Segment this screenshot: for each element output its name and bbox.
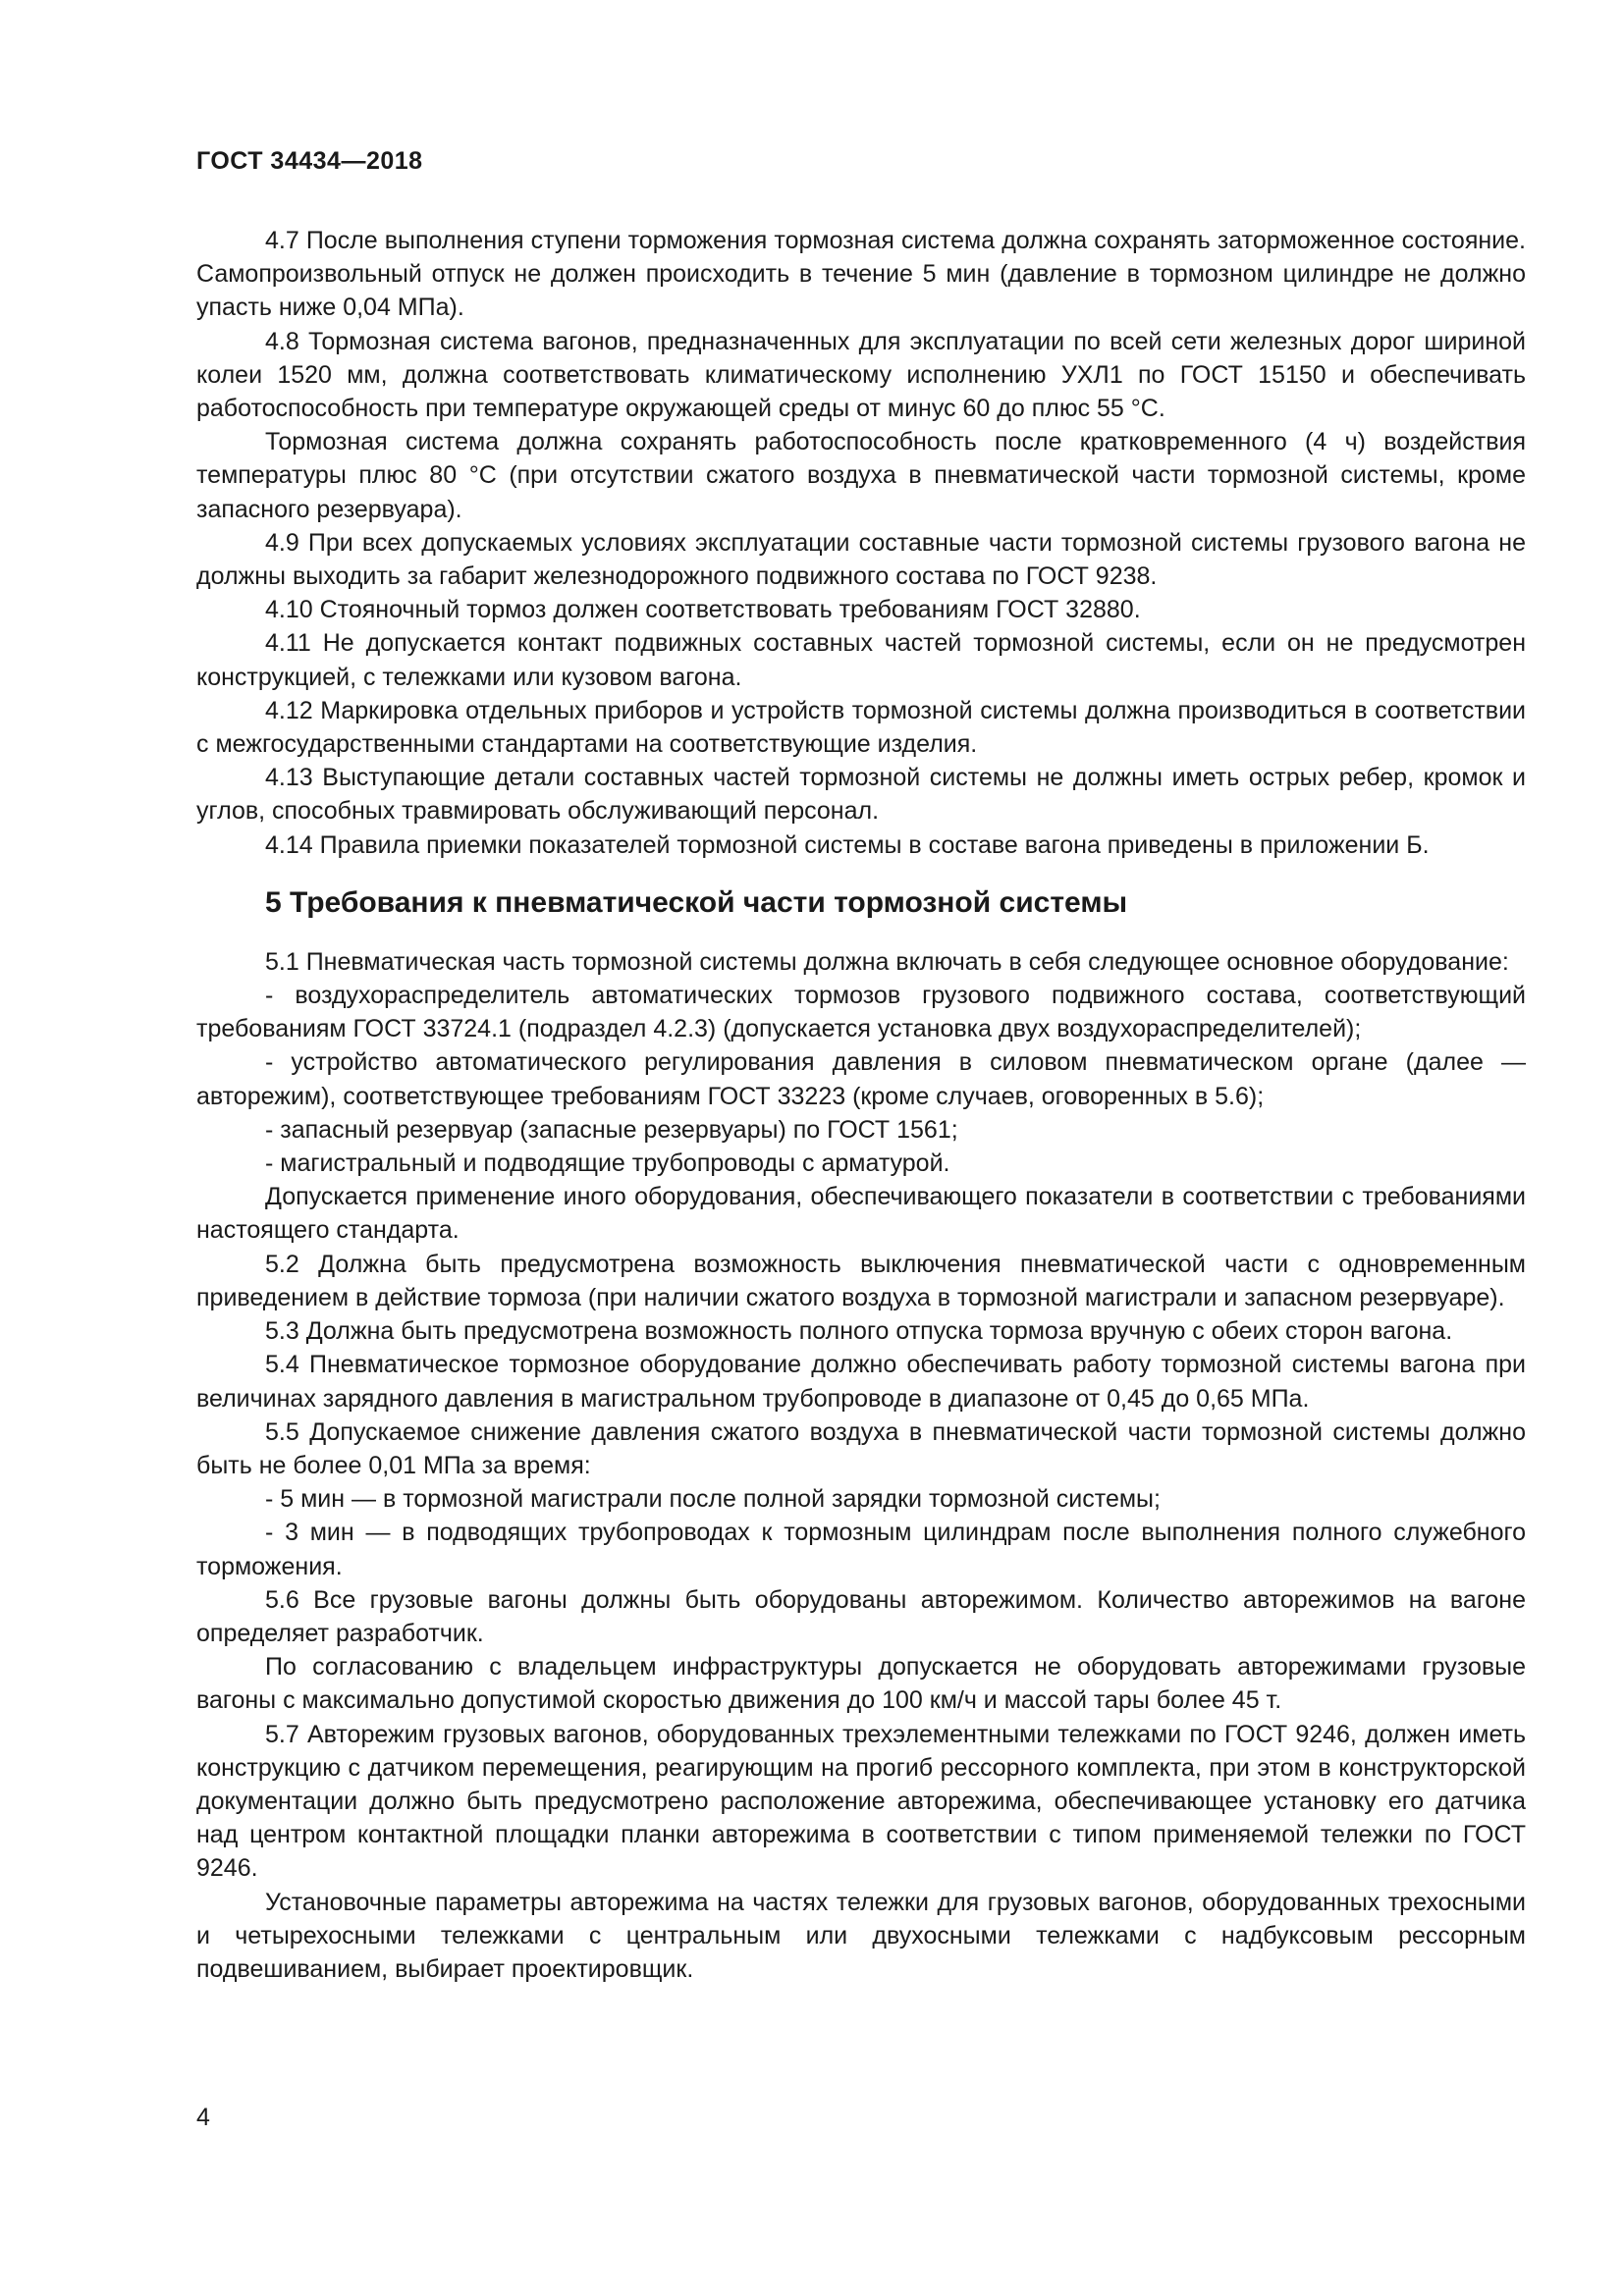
list-item: - воздухораспределитель автоматических тормозов грузового подвижного состава, соответствующий требованиям ГОСТ 33724.1 (подраздел 4.2.3) (допускается установка двух воздухораспределителей); [196, 982, 1526, 1043]
list-item: - 5 мин — в тормозной магистрали после полной зарядки тормозной системы; [265, 1485, 1161, 1514]
paragraph-5-1: 5.1 Пневматическая часть тормозной системы должна включать в себя следующее основное оборудование: [265, 947, 1509, 976]
paragraph-5-6: 5.6 Все грузовые вагоны должны быть оборудованы авторежимом. Количество авторежимов на вагоне определяет разработчик. [196, 1585, 1526, 1647]
list-item: - запасный резервуар (запасные резервуары) по ГОСТ 1561; [265, 1115, 958, 1144]
list-item: - устройство автоматического регулирования давления в силовом пневматическом органе (далее — авторежим), соответствующее требованиям ГОСТ 33223 (кроме случаев, оговоренных в 5.6); [196, 1048, 1526, 1110]
paragraph-5-6-continued: По согласованию с владельцем инфраструктуры допускается не оборудовать авторежимами грузовые вагоны с максимально допустимой скоростью движения до 100 км/ч и массой тары более 45 т. [196, 1653, 1526, 1715]
paragraph-4-7: 4.7 После выполнения ступени торможения тормозная система должна сохранять заторможенное состояние. Самопроизвольный отпуск не должен происходить в течение 5 мин (давление в тормозном цилиндре не должно упасть ниже 0,04 МПа). [196, 227, 1526, 322]
paragraph-5-7: 5.7 Авторежим грузовых вагонов, оборудованных трехэлементными тележками по ГОСТ 9246, должен иметь конструкцию с датчиком перемещения, реагирующим на прогиб рессорного комплекта, при этом в конструкторской документации должно быть предусмотрено расположение авторежима, обеспечивающее установку его датчика над центром контактной площадки планки авторежима в соответствии с типом применяемой тележки по ГОСТ 9246. [196, 1720, 1526, 1883]
paragraph-4-10: 4.10 Стояночный тормоз должен соответствовать требованиям ГОСТ 32880. [265, 596, 1141, 624]
paragraph-4-9: 4.9 При всех допускаемых условиях эксплуатации составные части тормозной системы грузового вагона не должны выходить за габарит железнодорожного подвижного состава по ГОСТ 9238. [196, 528, 1526, 591]
list-item: - 3 мин — в подводящих трубопроводах к тормозным цилиндрам после выполнения полного служебного торможения. [196, 1519, 1526, 1580]
document-body [196, 224, 1526, 1986]
document-header: ГОСТ 34434—2018 [196, 147, 423, 175]
page-number: 4 [196, 2104, 210, 2131]
document-page [196, 0, 1526, 2296]
paragraph-4-8: 4.8 Тормозная система вагонов, предназначенных для эксплуатации по всей сети железных дорог шириной колеи 1520 мм, должна соответствовать климатическому исполнению УХЛ1 по ГОСТ 15150 и обеспечивать работоспособность при температуре окружающей среды от минус 60 до плюс 55 °С. [196, 327, 1526, 423]
paragraph-5-2: 5.2 Должна быть предусмотрена возможность выключения пневматической части с одновременным приведением в действие тормоза (при наличии сжатого воздуха в тормозной магистрали и запасном резервуаре). [196, 1250, 1526, 1311]
paragraph-5-5: 5.5 Допускаемое снижение давления сжатого воздуха в пневматической части тормозной системы должно быть не более 0,01 МПа за время: [196, 1417, 1526, 1479]
section-5-heading: 5 Требования к пневматической части тормозной системы [265, 885, 1128, 919]
paragraph-4-12: 4.12 Маркировка отдельных приборов и устройств тормозной системы должна производиться в соответствии с межгосударственными стандартами на соответствующие изделия. [196, 696, 1526, 759]
paragraph-5-1-continued: Допускается применение иного оборудования, обеспечивающего показатели в соответствии с требованиями настоящего стандарта. [196, 1183, 1526, 1245]
paragraph-4-8-continued: Тормозная система должна сохранять работоспособность после кратковременного (4 ч) воздействия температуры плюс 80 °С (при отсутствии сжатого воздуха в пневматической части тормозной системы, кроме запасного резервуара). [196, 428, 1526, 523]
list-item: - магистральный и подводящие трубопроводы с арматурой. [265, 1149, 950, 1178]
paragraph-5-4: 5.4 Пневматическое тормозное оборудование должно обеспечивать работу тормозной системы вагона при величинах зарядного давления в магистральном трубопроводе в диапазоне от 0,45 до 0,65 МПа. [196, 1351, 1526, 1413]
paragraph-4-14: 4.14 Правила приемки показателей тормозной системы в составе вагона приведены в приложении Б. [265, 830, 1430, 859]
paragraph-4-11: 4.11 Не допускается контакт подвижных составных частей тормозной системы, если он не предусмотрен конструкцией, с тележками или кузовом вагона. [196, 629, 1526, 691]
paragraph-5-7-continued: Установочные параметры авторежима на частях тележки для грузовых вагонов, оборудованных трехосными и четырехосными тележками с центральным или двухосными тележками с надбуксовым рессорным подвешиванием, выбирает проектировщик. [196, 1888, 1526, 1983]
paragraph-4-13: 4.13 Выступающие детали составных частей тормозной системы не должны иметь острых ребер, кромок и углов, способных травмировать обслуживающий персонал. [196, 764, 1526, 826]
paragraph-5-3: 5.3 Должна быть предусмотрена возможность полного отпуска тормоза вручную с обеих сторон вагона. [265, 1317, 1453, 1346]
